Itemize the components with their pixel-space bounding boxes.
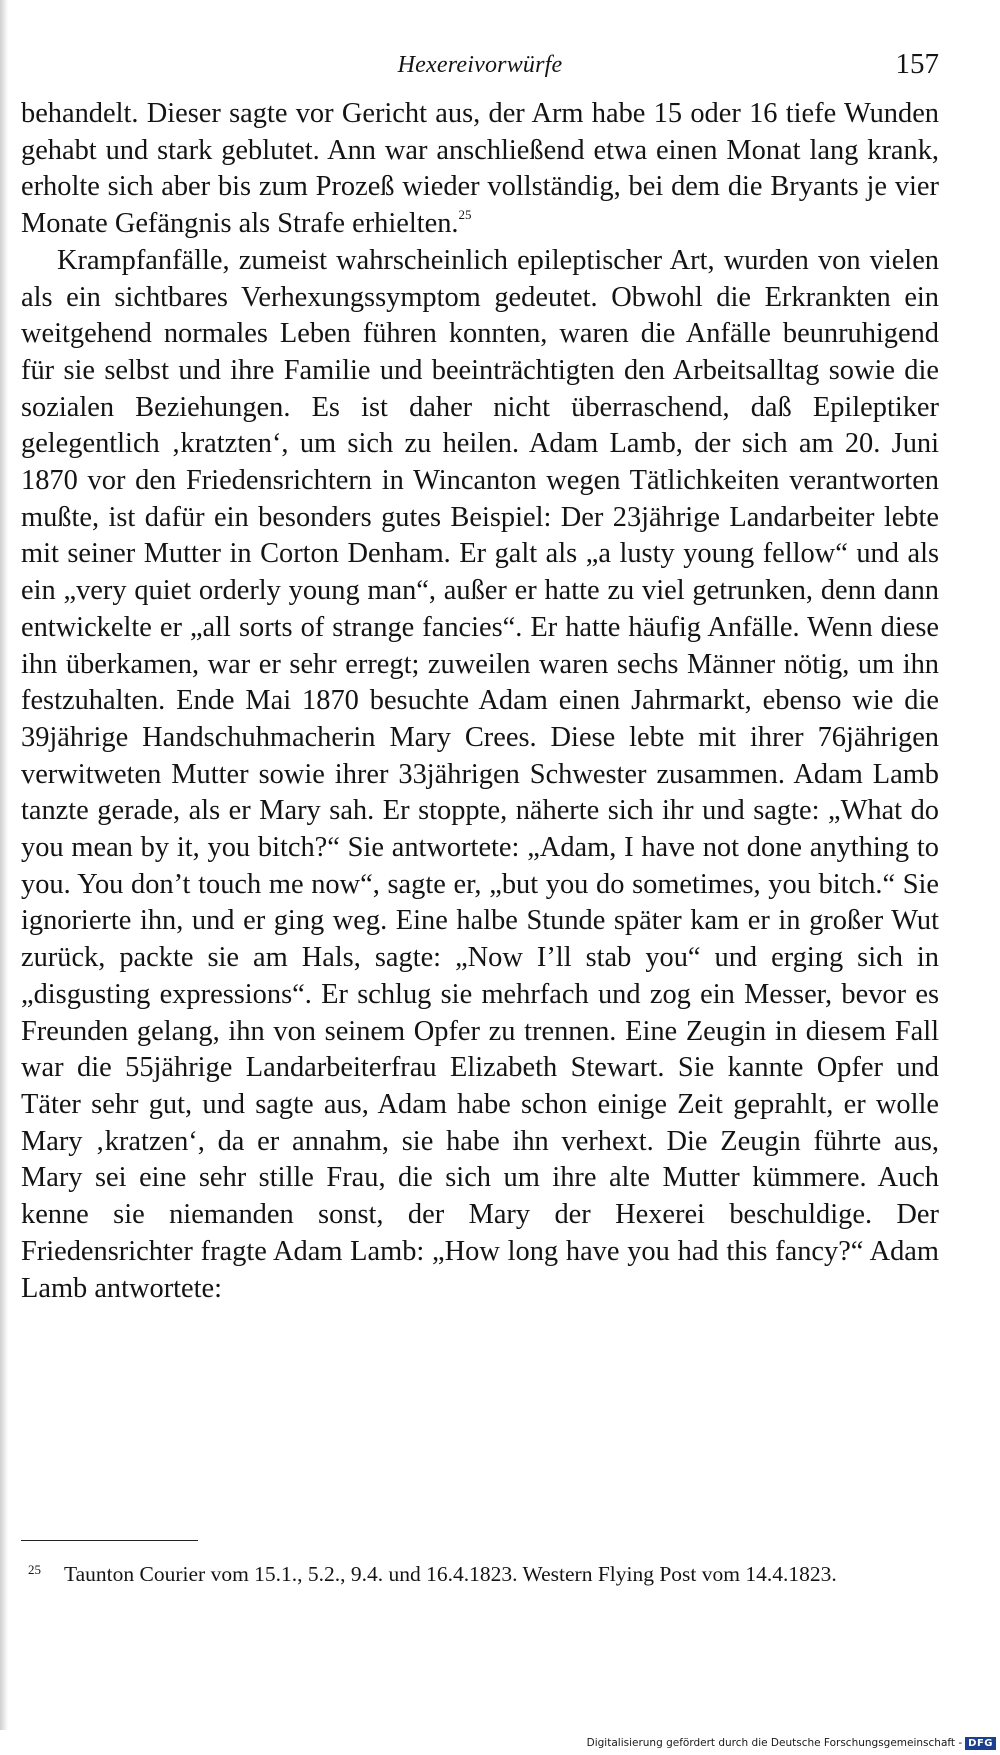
paragraph: [21, 96, 939, 243]
footnote-reference[interactable]: 25: [458, 207, 472, 223]
paragraph-text: behandelt. Dieser sagte vor Gericht aus, der Arm habe 15 oder 16 tiefe Wunden gehabt und stark geblutet. Ann war anschließend etwa einen Monat lang krank, erholte sich aber bis zum Prozeß wieder vollständig, bei dem die Bryants je vier Monate Gefängnis als Strafe erhielten.: [21, 98, 939, 240]
body-text: [21, 96, 939, 1307]
digitization-notice: [587, 1735, 996, 1751]
scan-edge-shadow: [0, 0, 8, 1730]
page-number: 157: [895, 48, 939, 80]
footnote: [21, 1560, 939, 1588]
paragraph-text: Krampfanfälle, zumeist wahrscheinlich epileptischer Art, wurden von vielen als ein sichtbares Verhexungssymptom gedeutet. Obwohl die Erkrankten ein weitgehend normales Leben führen konnten, waren die Anfälle beunruhigend für sie selbst und ihre Familie und beeinträchtigten den Arbeitsalltag sowie die sozialen Beziehungen. Es ist daher nicht überraschend, daß Epileptiker gelegentlich ‚kratzten‘, um sich zu heilen. Adam Lamb, der sich am 20. Juni 1870 vor den Friedensrichtern in Wincanton wegen Tätlichkeiten verantworten mußte, ist dafür ein besonders gutes Beispiel: Der 23jährige Landarbeiter lebte mit seiner Mutter in Corton Denham. Er galt als „a lusty young fellow“ und als ein „very quiet orderly young man“, außer er hatte zu viel getrunken, denn dann entwickelte er „all sorts of strange fancies“. Er hatte häufig Anfälle. Wenn diese ihn überkamen, war er sehr erregt; zuweilen waren sechs Männer nötig, um ihn festzuhalten. Ende Mai 1870 besuchte Adam einen Jahrmarkt, ebenso wie die 39jährige Handschuhmacherin Mary Crees. Diese lebte mit ihrer 76jährigen verwitweten Mutter sowie ihrer 33jährigen Schwester zusammen. Adam Lamb tanzte gerade, als er Mary sah. Er stoppte, näherte sich ihr und sagte: „What do you mean by it, you bitch?“ Sie antwortete: „Adam, I have not done anything to you. You don’t touch me now“, sagte er, „but you do sometimes, you bitch.“ Sie ignorierte ihn, und er ging weg. Eine halbe Stunde später kam er in großer Wut zurück, packte sie am Hals, sagte: „Now I’ll stab you“ und erging sich in „disgusting expressions“. Er schlug sie mehrfach und zog ein Messer, bevor es Freunden gelang, ihn von seinem Opfer zu trennen. Eine Zeugin in diesem Fall war die 55jährige Landarbeiterfrau Elizabeth Stewart. Sie kannte Opfer und Täter sehr gut, und sagte aus, Adam habe schon einige Zeit geprahlt, er wolle Mary ‚kratzen‘, da er annahm, sie habe ihn verhext. Die Zeugin führte aus, Mary sei eine sehr stille Frau, die sich um ihre alte Mutter kümmere. Auch kenne sie niemanden sonst, der Mary der Hexerei beschuldige. Der Friedensrichter fragte Adam Lamb: „How long have you had this fancy?“ Adam Lamb antwortete:: [21, 244, 939, 1304]
paragraph: [21, 243, 939, 1307]
running-head: Hexereivorwürfe: [397, 52, 563, 78]
page-header: [21, 48, 939, 88]
dfg-logo: DFG: [965, 1737, 996, 1750]
digitization-notice-text: Digitalisierung gefördert durch die Deutsche Forschungsgemeinschaft -: [586, 1737, 963, 1749]
footnote-separator: [21, 1540, 198, 1541]
footnote-text: Taunton Courier vom 15.1., 5.2., 9.4. und 16.4.1823. Western Flying Post vom 14.4.1823.: [64, 1562, 837, 1586]
footnote-number: 25: [28, 1562, 41, 1577]
